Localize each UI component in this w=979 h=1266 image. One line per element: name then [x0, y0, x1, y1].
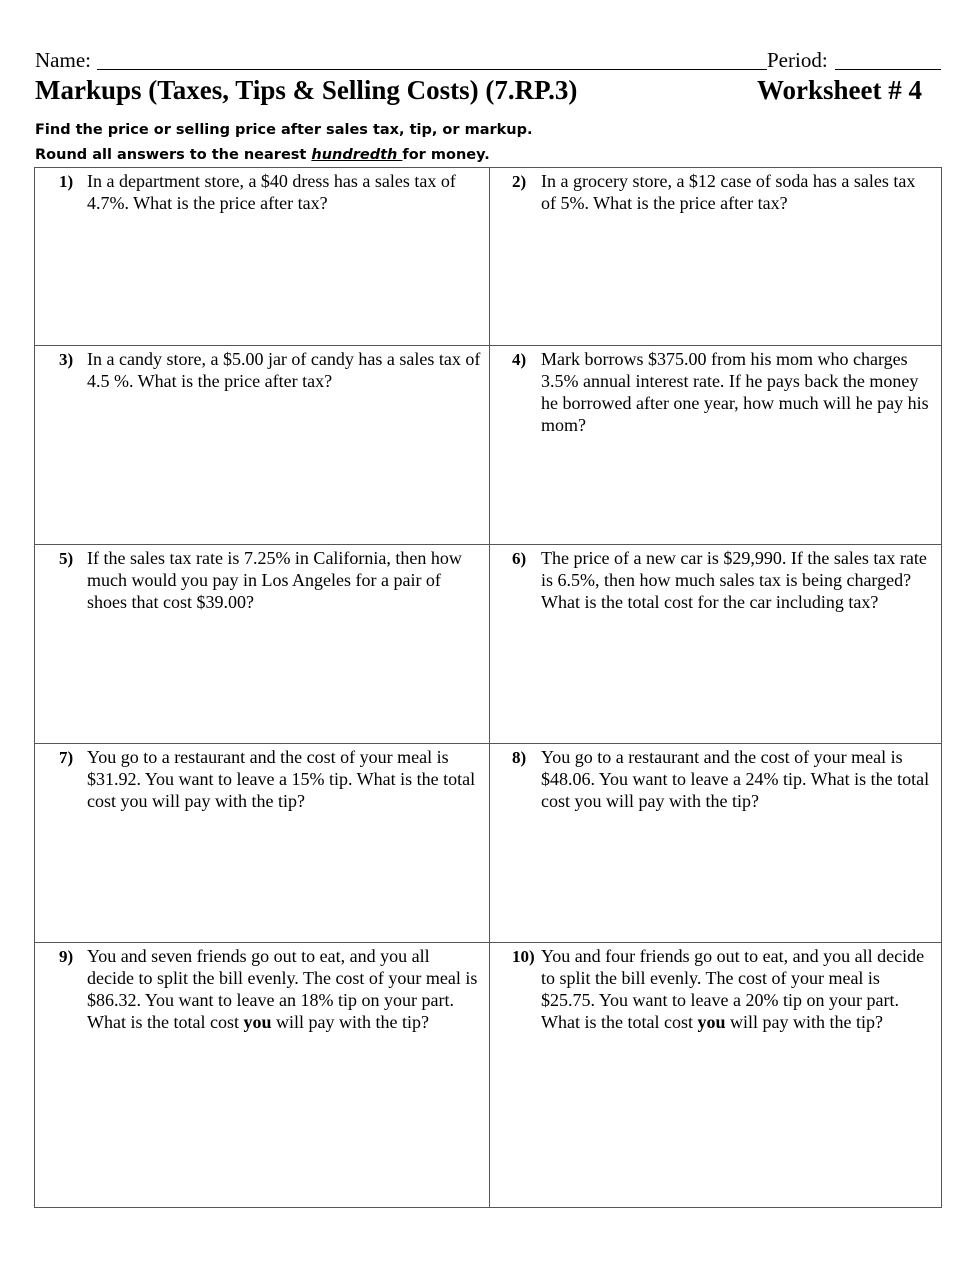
instruction-emphasis: hundredth [311, 147, 403, 163]
problem-text-emphasis: you [697, 1012, 726, 1032]
problem-cell-1[interactable] [35, 168, 490, 346]
problem-cell-5[interactable] [35, 545, 490, 744]
problem-text: In a candy store, a $5.00 jar of candy has a sales tax of 4.5 %. What is the price after tax? [87, 349, 481, 391]
problem-cell-2[interactable] [490, 168, 941, 346]
period-label: Period: [767, 48, 828, 72]
problem-text-end: will pay with the tip? [725, 1012, 883, 1032]
instruction-line-2-start: Round all answers to the nearest [35, 147, 312, 163]
instruction-line-1: Find the price or selling price after sales tax, tip, or markup. [35, 122, 533, 138]
problem-cell-4[interactable] [490, 346, 941, 545]
problem-number: 5) [59, 549, 74, 568]
problem-text: You go to a restaurant and the cost of your meal is $31.92. You want to leave a 15% tip. What is the total cost you will pay with the tip? [87, 747, 476, 811]
problem-number: 10) [512, 947, 535, 966]
problem-grid [34, 167, 942, 1208]
problem-text: If the sales tax rate is 7.25% in California, then how much would you pay in Los Angeles for a pair of shoes that cost $39.00? [87, 548, 462, 612]
problem-text-end: will pay with the tip? [271, 1012, 429, 1032]
problem-number: 2) [512, 172, 527, 191]
problem-number: 6) [512, 549, 527, 568]
problem-text: In a grocery store, a $12 case of soda has a sales tax of 5%. What is the price after tax? [541, 171, 916, 213]
problem-number: 3) [59, 350, 74, 369]
problem-cell-6[interactable] [490, 545, 941, 744]
name-label: Name: [35, 48, 91, 72]
worksheet-number: Worksheet # 4 [757, 75, 922, 105]
problem-cell-7[interactable] [35, 744, 490, 943]
name-period-line [35, 46, 943, 74]
problem-cell-9[interactable] [35, 943, 490, 1207]
period-blank[interactable] [835, 46, 941, 70]
problem-number: 7) [59, 748, 74, 767]
problem-cell-3[interactable] [35, 346, 490, 545]
page-title: Markups (Taxes, Tips & Selling Costs) (7.RP.3) [35, 75, 578, 105]
problem-number: 8) [512, 748, 527, 767]
instruction-line-2 [35, 145, 490, 165]
problem-text-emphasis: you [243, 1012, 272, 1032]
instruction-line-2-end: for money. [402, 147, 490, 163]
problem-text: Mark borrows $375.00 from his mom who charges 3.5% annual interest rate. If he pays back the money he borrowed after one year, how much will he pay his mom? [541, 349, 929, 435]
problem-text-start: You and four friends go out to eat, and you all decide to split the bill evenly. The cost of your meal is $25.75. You want to leave a 20% tip on your part. What is the total cost [541, 946, 925, 1032]
problem-number: 1) [59, 172, 74, 191]
problem-text: You go to a restaurant and the cost of your meal is $48.06. You want to leave a 24% tip. What is the total cost you will pay with the tip? [541, 747, 930, 811]
title-row [35, 72, 943, 108]
name-blank[interactable] [97, 46, 767, 70]
problem-text [541, 945, 933, 1033]
problem-text: The price of a new car is $29,990. If the sales tax rate is 6.5%, then how much sales tax is being charged? What is the total cost for the car including tax? [541, 548, 927, 612]
problem-number: 4) [512, 350, 527, 369]
problem-cell-8[interactable] [490, 744, 941, 943]
problem-text-start: You and seven friends go out to eat, and you all decide to split the bill evenly. The cost of your meal is $86.32. You want to leave an 18% tip on your part. What is the total cost [87, 946, 478, 1032]
problem-number: 9) [59, 947, 74, 966]
problem-cell-10[interactable] [490, 943, 941, 1207]
problem-text [87, 945, 479, 1033]
problem-text: In a department store, a $40 dress has a sales tax of 4.7%. What is the price after tax? [87, 171, 456, 213]
